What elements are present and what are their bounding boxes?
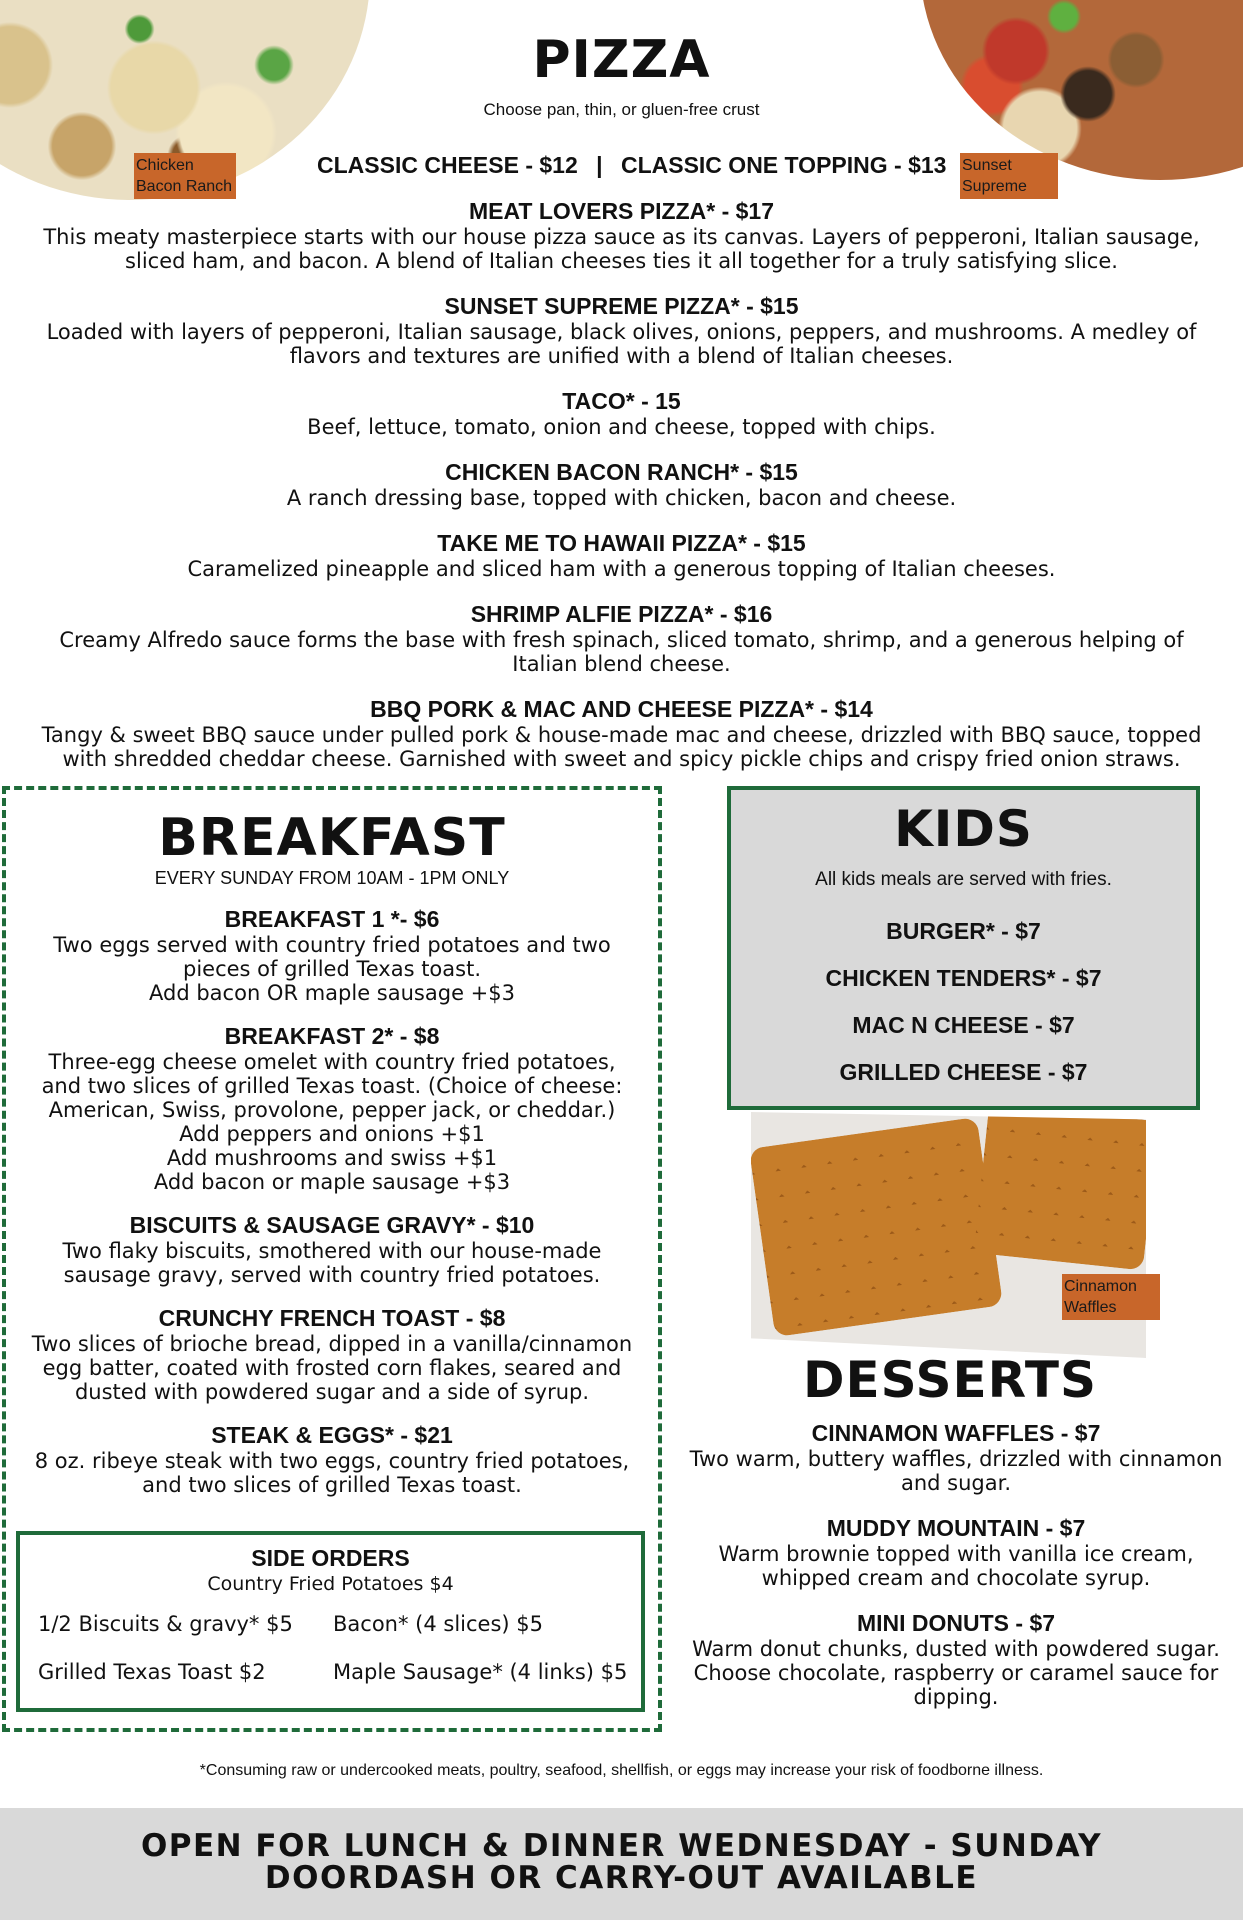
- waffle-shape: [974, 1112, 1146, 1270]
- menu-item: [2, 1422, 662, 1497]
- menu-item: [676, 1420, 1236, 1495]
- item-desc: Creamy Alfredo sauce forms the base with fresh spinach, sliced tomato, shrimp, and a generous helping of: [59, 628, 1184, 652]
- item-desc: sliced ham, and bacon. A blend of Italian cheeses ties it all together for a truly satisfying slice.: [125, 249, 1118, 273]
- menu-item: [0, 293, 1243, 368]
- item-desc: Tangy & sweet BBQ sauce under pulled pork & house-made mac and cheese, drizzled with BBQ sauce, topped: [41, 723, 1202, 747]
- side-orders-title: SIDE ORDERS: [251, 1545, 410, 1571]
- kids-item: GRILLED CHEESE - $7: [839, 1059, 1088, 1085]
- item-desc: with shredded cheddar cheese. Garnished with sweet and spicy pickle chips and crispy fried onion straws.: [62, 747, 1181, 771]
- classic-one-topping: CLASSIC ONE TOPPING - $13: [620, 152, 947, 178]
- item-title: BISCUITS & SAUSAGE GRAVY* - $10: [129, 1212, 535, 1238]
- item-desc: Italian blend cheese.: [512, 652, 731, 676]
- item-desc: A ranch dressing base, topped with chicken, bacon and cheese.: [286, 486, 957, 510]
- item-desc: Two flaky biscuits, smothered with our house-made: [62, 1239, 602, 1263]
- photo-label-cinnamon-waffles: [1062, 1274, 1160, 1320]
- menu-item: [0, 601, 1243, 676]
- item-title: STEAK & EGGS* - $21: [211, 1422, 453, 1448]
- menu-item: [0, 696, 1243, 771]
- item-desc: Choose chocolate, raspberry or caramel sauce for: [693, 1661, 1219, 1685]
- item-title: BBQ PORK & MAC AND CHEESE PIZZA* - $14: [370, 696, 873, 722]
- item-title: BREAKFAST 2* - $8: [224, 1023, 440, 1049]
- item-title: MEAT LOVERS PIZZA* - $17: [468, 198, 774, 224]
- kids-item: CHICKEN TENDERS* - $7: [825, 965, 1102, 991]
- item-desc: Add bacon or maple sausage +$3: [153, 1170, 511, 1194]
- item-desc: and two slices of grilled Texas toast. (Choice of cheese:: [41, 1074, 623, 1098]
- menu-item: [0, 198, 1243, 273]
- item-desc: American, Swiss, provolone, pepper jack, or cheddar.): [48, 1098, 616, 1122]
- menu-item: [0, 388, 1243, 439]
- item-title: SUNSET SUPREME PIZZA* - $15: [444, 293, 799, 319]
- menu-item: [676, 1610, 1236, 1709]
- side-item: Maple Sausage* (4 links) $5: [333, 1660, 628, 1684]
- photo-label-line: Chicken: [136, 157, 194, 174]
- item-desc: flavors and textures are unified with a blend of Italian cheeses.: [289, 344, 954, 368]
- photo-label-line: Waffles: [1064, 1299, 1117, 1316]
- item-desc: Two slices of brioche bread, dipped in a vanilla/cinnamon: [31, 1332, 633, 1356]
- item-desc: Add peppers and onions +$1: [179, 1122, 485, 1146]
- classic-cheese: CLASSIC CHEESE - $12: [317, 152, 578, 178]
- kids-subtitle: All kids meals are served with fries.: [815, 869, 1112, 890]
- item-title: TACO* - 15: [562, 388, 681, 414]
- breakfast-items: [2, 906, 662, 1497]
- side-item: 1/2 Biscuits & gravy* $5: [38, 1612, 293, 1636]
- kids-item: MAC N CHEESE - $7: [852, 1012, 1075, 1038]
- item-desc: sausage gravy, served with country fried potatoes.: [63, 1263, 601, 1287]
- photo-label-line: Supreme: [962, 178, 1027, 195]
- side-item: Bacon* (4 slices) $5: [333, 1612, 543, 1636]
- kids-item: BURGER* - $7: [886, 918, 1041, 944]
- menu-item: [676, 1515, 1236, 1590]
- item-title: CRUNCHY FRENCH TOAST - $8: [158, 1305, 506, 1331]
- item-desc: Warm brownie topped with vanilla ice cream,: [718, 1542, 1194, 1566]
- item-desc: Two eggs served with country fried potatoes and two: [53, 933, 611, 957]
- item-title: MINI DONUTS - $7: [856, 1610, 1056, 1636]
- pizza-title: PIZZA: [532, 30, 711, 90]
- waffle-shape: [751, 1117, 1003, 1337]
- breakfast-title: BREAKFAST: [158, 808, 506, 868]
- photo-label-chicken-bacon-ranch: [134, 153, 236, 199]
- item-desc: pieces of grilled Texas toast.: [183, 957, 481, 981]
- item-desc: Three-egg cheese omelet with country fried potatoes,: [48, 1050, 616, 1074]
- photo-label-line: Bacon Ranch: [136, 178, 233, 195]
- item-desc: Caramelized pineapple and sliced ham with a generous topping of Italian cheeses.: [187, 557, 1056, 581]
- item-desc: Loaded with layers of pepperoni, Italian sausage, black olives, onions, peppers, and mushrooms. A medley of: [46, 320, 1197, 344]
- menu-item: [0, 459, 1243, 510]
- item-desc: Add bacon OR maple sausage +$3: [149, 981, 515, 1005]
- cinnamon-waffles-photo: [751, 1112, 1146, 1358]
- item-desc: 8 oz. ribeye steak with two eggs, country fried potatoes,: [34, 1449, 630, 1473]
- side-item: Grilled Texas Toast $2: [38, 1660, 266, 1684]
- item-desc: Warm donut chunks, dusted with powdered sugar.: [692, 1637, 1220, 1661]
- photo-label-line: Cinnamon: [1064, 1278, 1137, 1295]
- item-desc: Beef, lettuce, tomato, onion and cheese, topped with chips.: [307, 415, 936, 439]
- separator: |: [596, 152, 603, 178]
- desserts-title: DESSERTS: [803, 1351, 1097, 1409]
- item-desc: dipping.: [913, 1685, 999, 1709]
- item-desc: whipped cream and chocolate syrup.: [761, 1566, 1151, 1590]
- breakfast-subtitle: EVERY SUNDAY FROM 10AM - 1PM ONLY: [154, 868, 510, 888]
- photo-label-line: Sunset: [962, 157, 1012, 174]
- item-title: TAKE ME TO HAWAII PIZZA* - $15: [437, 530, 806, 556]
- item-desc: Two warm, buttery waffles, drizzled with cinnamon: [689, 1447, 1223, 1471]
- item-desc: This meaty masterpiece starts with our house pizza sauce as its canvas. Layers of pepperoni, Italian sausage,: [43, 225, 1200, 249]
- item-title: BREAKFAST 1 *- $6: [224, 906, 440, 932]
- pizza-items: [0, 198, 1243, 771]
- item-desc: and sugar.: [900, 1471, 1011, 1495]
- footer-hours: OPEN FOR LUNCH & DINNER WEDNESDAY - SUNDAY: [140, 1828, 1103, 1864]
- kids-title: KIDS: [894, 800, 1033, 858]
- item-title: MUDDY MOUNTAIN - $7: [826, 1515, 1086, 1541]
- menu-item: [0, 530, 1243, 581]
- item-desc: and two slices of grilled Texas toast.: [142, 1473, 522, 1497]
- item-title: SHRIMP ALFIE PIZZA* - $16: [470, 601, 773, 627]
- menu-item: [2, 1305, 662, 1404]
- item-desc: Add mushrooms and swiss +$1: [166, 1146, 498, 1170]
- side-orders-subtitle: Country Fried Potatoes $4: [207, 1573, 454, 1595]
- foodborne-disclaimer: *Consuming raw or undercooked meats, poultry, seafood, shellfish, or eggs may increase your risk of foodborne illness.: [199, 1762, 1044, 1779]
- footer-ordering: DOORDASH OR CARRY-OUT AVAILABLE: [264, 1860, 979, 1896]
- item-title: CINNAMON WAFFLES - $7: [811, 1420, 1101, 1446]
- photo-label-sunset-supreme: [960, 153, 1058, 199]
- menu-item: [2, 1023, 662, 1194]
- pizza-subtitle: Choose pan, thin, or gluen-free crust: [483, 100, 760, 119]
- dessert-items: [676, 1420, 1236, 1709]
- classic-pizza-line: [317, 152, 946, 179]
- menu-item: [2, 1212, 662, 1287]
- menu-item: [2, 906, 662, 1005]
- item-desc: dusted with powdered sugar and a side of syrup.: [74, 1380, 590, 1404]
- item-desc: egg batter, coated with frosted corn flakes, seared and: [42, 1356, 622, 1380]
- item-title: CHICKEN BACON RANCH* - $15: [445, 459, 798, 485]
